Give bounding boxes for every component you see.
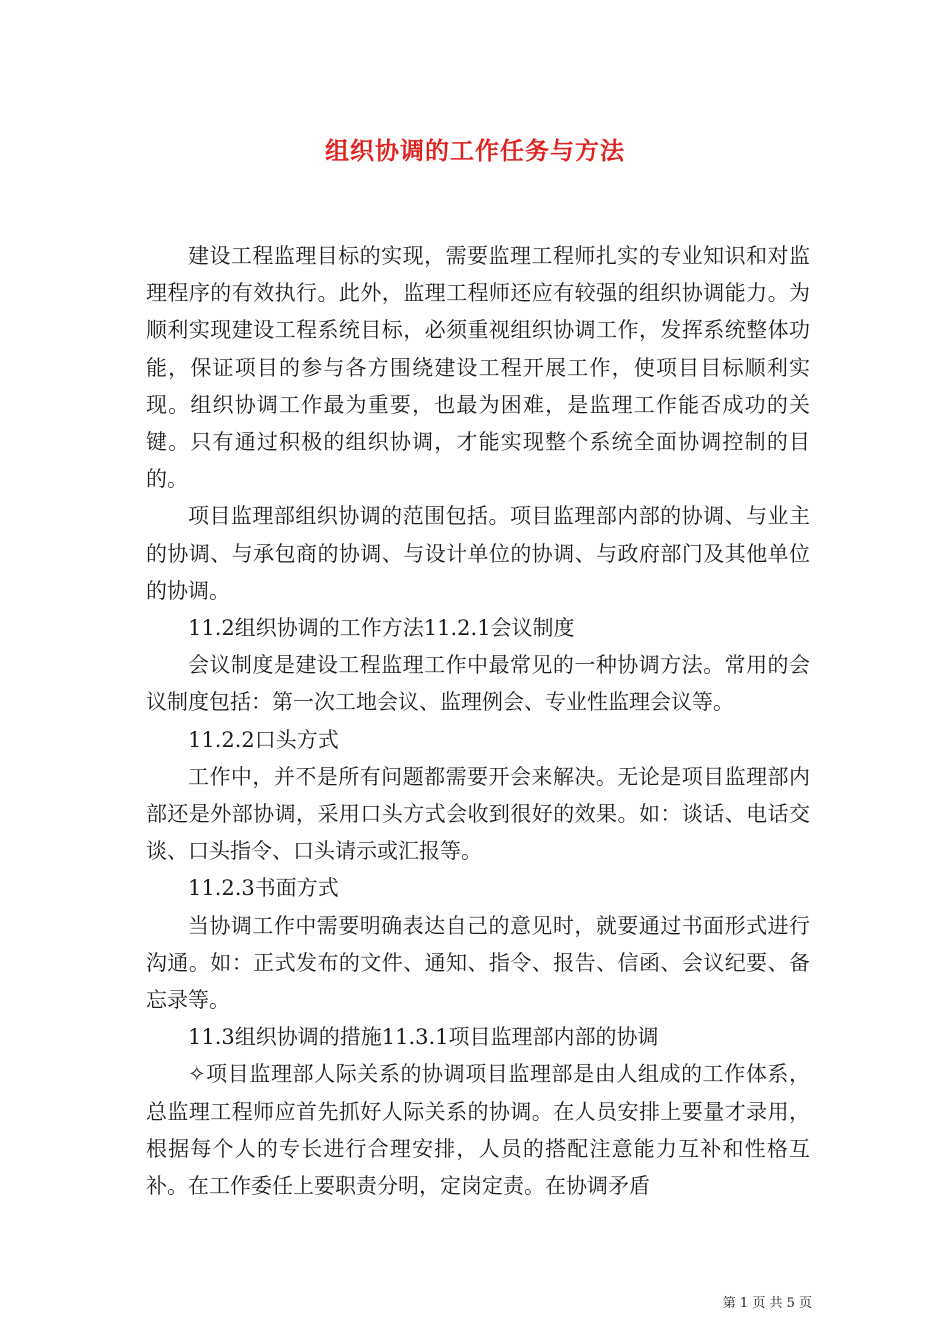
- section-heading-11-2-3: 11.2.3书面方式: [188, 876, 339, 901]
- section-heading-11-2: 11.2组织协调的工作方法11.2.1会议制度: [188, 616, 575, 641]
- paragraph-interpersonal: ✧项目监理部人际关系的协调项目监理部是由人组成的工作体系，总监理工程师应首先抓好人际关系的协调。在人员安排上要量才录用，根据每个人的专长进行合理安排，人员的搭配注意能力互补和性格互补。在工作委任上要职责分明，定岗定责。在协调矛盾: [146, 1062, 810, 1199]
- page-number-footer: 第 1 页 共 5 页: [722, 1296, 812, 1311]
- paragraph-written-method: 当协调工作中需要明确表达自己的意见时，就要通过书面形式进行沟通。如：正式发布的文件、通知、指令、报告、信函、会议纪要、备忘录等。: [146, 913, 810, 1013]
- paragraph-intro: 建设工程监理目标的实现，需要监理工程师扎实的专业知识和对监理程序的有效执行。此外，监理工程师还应有较强的组织协调能力。为顺利实现建设工程系统目标，必须重视组织协调工作，发挥系统整体功能，保证项目的参与各方围绕建设工程开展工作，使项目目标顺利实现。组织协调工作最为重要，也最为困难，是监理工作能否成功的关键。只有通过积极的组织协调，才能实现整个系统全面协调控制的目的。: [146, 244, 810, 492]
- document-body: [146, 238, 810, 1205]
- section-heading-11-3: 11.3组织协调的措施11.3.1项目监理部内部的协调: [188, 1025, 659, 1050]
- paragraph-scope: 项目监理部组织协调的范围包括。项目监理部内部的协调、与业主的协调、与承包商的协调、与设计单位的协调、与政府部门及其他单位的协调。: [146, 504, 810, 603]
- paragraph-oral-method: 工作中，并不是所有问题都需要开会来解决。无论是项目监理部内部还是外部协调，采用口头方式会收到很好的效果。如：谈话、电话交谈、口头指令、口头请示或汇报等。: [146, 764, 810, 864]
- document-title: 组织协调的工作任务与方法: [325, 136, 625, 165]
- section-heading-11-2-2: 11.2.2口头方式: [188, 727, 339, 752]
- paragraph-meeting-system: 会议制度是建设工程监理工作中最常见的一种协调方法。常用的会议制度包括：第一次工地会议、监理例会、专业性监理会议等。: [146, 653, 810, 715]
